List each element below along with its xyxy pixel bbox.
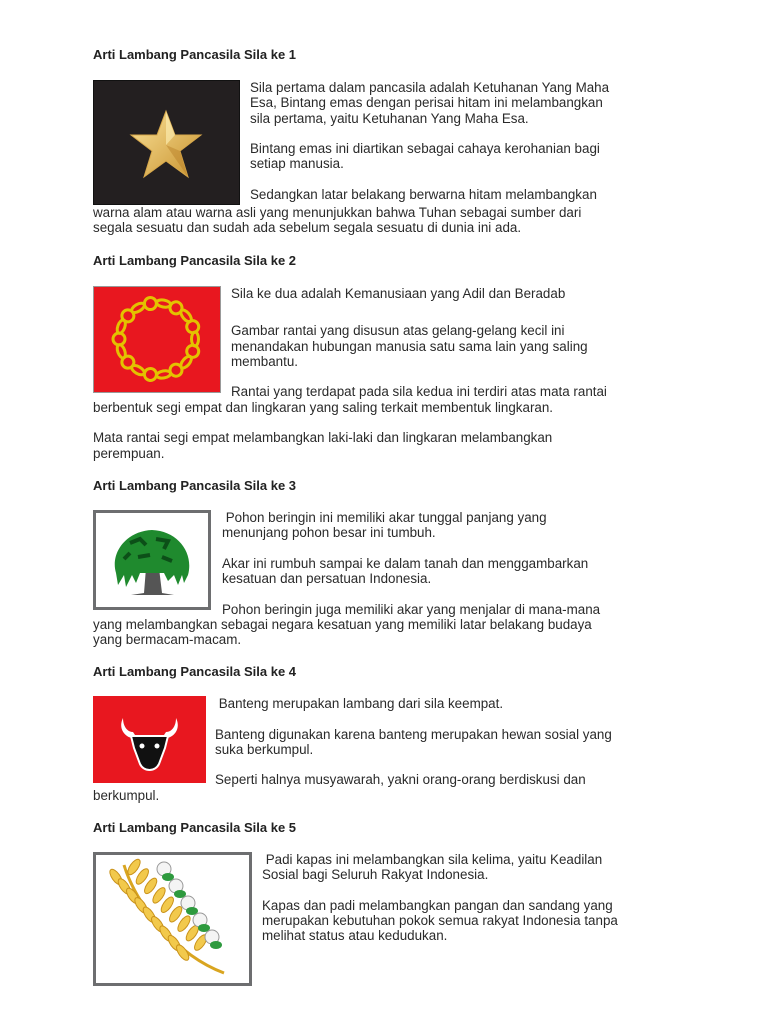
gold-star-icon <box>93 80 240 205</box>
section-sila-2 <box>93 252 683 461</box>
text-line: membantu. <box>231 353 298 369</box>
text-line: menandakan hubungan manusia satu sama lain yang saling <box>231 338 588 354</box>
text-line: Banteng digunakan karena banteng merupakan hewan sosial yang <box>215 726 612 742</box>
text-line: Sila pertama dalam pancasila adalah Ketuhanan Yang Maha <box>250 80 610 95</box>
section-sila-4 <box>93 663 683 803</box>
bull-head-icon <box>93 696 206 783</box>
text-line: merupakan kebutuhan pokok semua rakyat Indonesia tanpa <box>262 913 618 929</box>
text-line: Sila ke dua adalah Kemanusiaan yang Adil dan Beradab <box>231 286 566 301</box>
text-line: Akar ini rumbuh sampai ke dalam tanah dan menggambarkan <box>222 555 589 571</box>
text-line: menunjang pohon besar ini tumbuh. <box>222 525 436 541</box>
text-line: Pohon beringin ini memiliki akar tunggal panjang yang <box>222 510 547 525</box>
section-sila-5 <box>93 819 683 986</box>
text-line: Kapas dan padi melambangkan pangan dan sandang yang <box>262 897 613 913</box>
text-line: setiap manusia. <box>250 156 344 172</box>
section-heading: Arti Lambang Pancasila Sila ke 1 <box>93 47 297 62</box>
text-line: Esa, Bintang emas dengan perisai hitam ini melambangkan <box>250 95 603 111</box>
text-line: suka berkumpul. <box>215 741 314 757</box>
text-line: yang melambangkan sebagai negara kesatuan yang memiliki latar belakang budaya <box>93 617 592 633</box>
text-line: Gambar rantai yang disusun atas gelang-gelang kecil ini <box>231 323 565 339</box>
text-line: Bintang emas ini diartikan sebagai cahaya kerohanian bagi <box>250 141 600 157</box>
section-sila-1 <box>93 46 683 236</box>
text-line: sila pertama, yaitu Ketuhanan Yang Maha Esa. <box>250 110 529 126</box>
rice-cotton-icon <box>93 852 252 986</box>
text-line: Padi kapas ini melambangkan sila kelima, yaitu Keadilan <box>262 852 603 867</box>
section-sila-3 <box>93 477 683 648</box>
text-line: Sosial bagi Seluruh Rakyat Indonesia. <box>262 867 489 883</box>
chain-icon <box>93 286 221 393</box>
text-line: berbentuk segi empat dan lingkaran yang saling terkait membentuk lingkaran. <box>93 399 554 415</box>
banyan-tree-icon <box>93 510 211 610</box>
section-heading: Arti Lambang Pancasila Sila ke 3 <box>93 478 297 493</box>
text-line: melihat status atau kedudukan. <box>262 928 448 944</box>
text-line: segala sesuatu dan sudah ada sebelum segala sesuatu di dunia ini ada. <box>93 220 522 236</box>
text-line: Sedangkan latar belakang berwarna hitam melambangkan <box>250 187 597 203</box>
text-line: warna alam atau warna asli yang menunjukkan bahwa Tuhan sebagai sumber dari <box>93 205 582 220</box>
text-line: Pohon beringin juga memiliki akar yang menjalar di mana-mana <box>222 601 601 617</box>
text-line: Seperti halnya musyawarah, yakni orang-orang berdiskusi dan <box>215 772 586 788</box>
text-line: Rantai yang terdapat pada sila kedua ini terdiri atas mata rantai <box>231 384 607 400</box>
section-heading: Arti Lambang Pancasila Sila ke 5 <box>93 820 297 835</box>
text-line: perempuan. <box>93 445 165 461</box>
text-line: Banteng merupakan lambang dari sila keempat. <box>215 696 504 711</box>
text-line: Mata rantai segi empat melambangkan laki-laki dan lingkaran melambangkan <box>93 430 553 446</box>
section-heading: Arti Lambang Pancasila Sila ke 4 <box>93 664 297 679</box>
text-line: yang bermacam-macam. <box>93 632 242 648</box>
section-heading: Arti Lambang Pancasila Sila ke 2 <box>93 253 297 268</box>
text-line: berkumpul. <box>93 787 160 803</box>
text-line: kesatuan dan persatuan Indonesia. <box>222 571 432 587</box>
